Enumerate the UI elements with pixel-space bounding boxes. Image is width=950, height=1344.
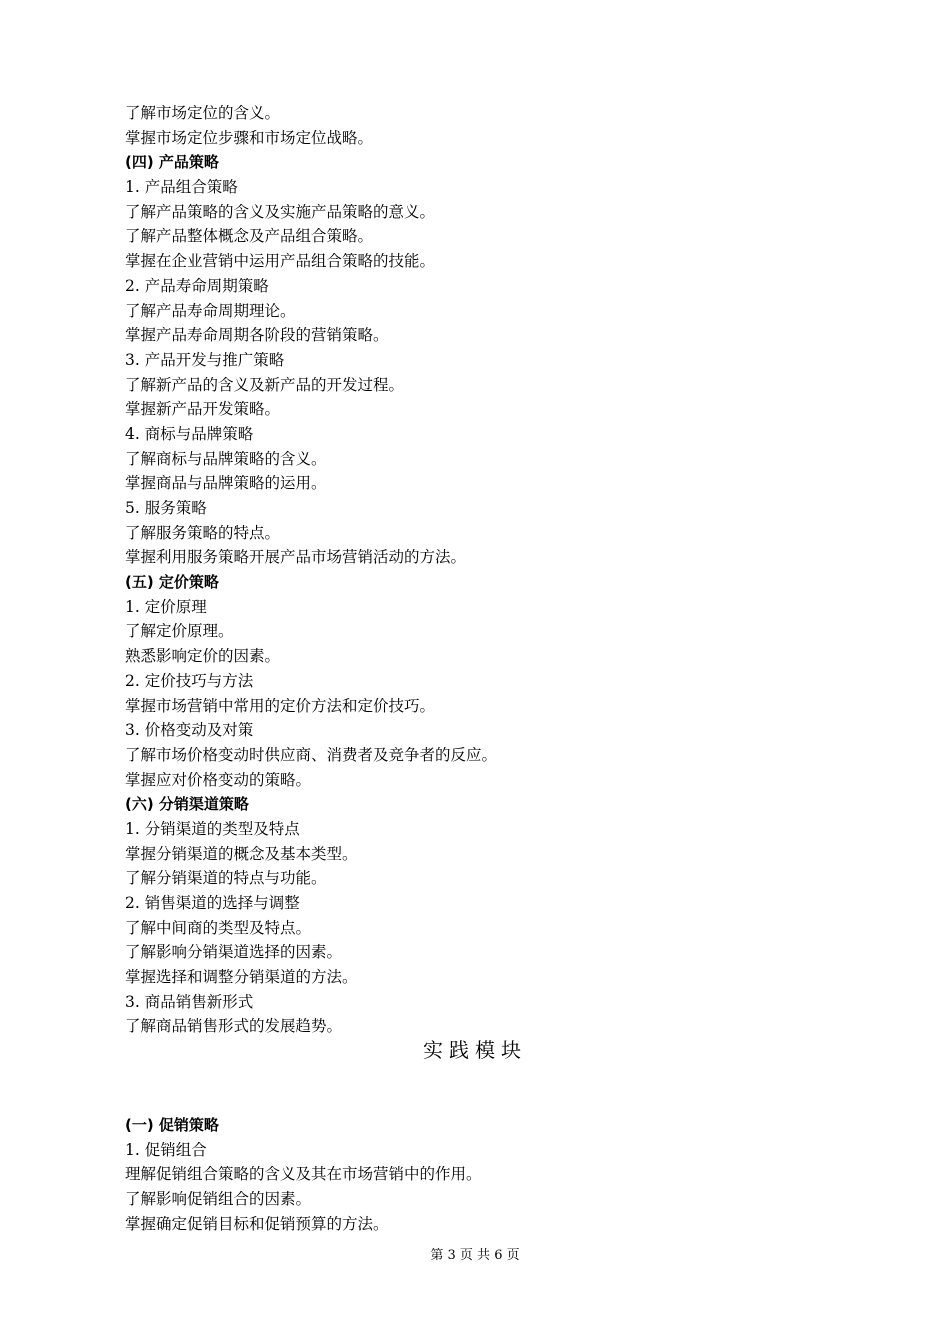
text-line: 5. 服务策略 — [125, 499, 207, 517]
text-line: 掌握市场营销中常用的定价方法和定价技巧。 — [125, 696, 436, 715]
text-line: 1. 促销组合 — [125, 1140, 207, 1159]
body-text-block-2 — [125, 1113, 825, 1236]
text-line: 掌握选择和调整分销渠道的方法。 — [125, 968, 358, 987]
text-line: 了解市场定位的含义。 — [125, 104, 281, 122]
text-line: 了解影响促销组合的因素。 — [125, 1190, 312, 1209]
text-line: 了解产品寿命周期理论。 — [125, 301, 296, 320]
text-line: 1. 定价原理 — [125, 597, 207, 616]
section-heading: (四) 产品策略 — [125, 153, 219, 172]
text-line: 掌握市场定位步骤和市场定位战略。 — [125, 128, 374, 147]
text-line: 掌握分销渠道的概念及基本类型。 — [125, 844, 358, 863]
text-line: 2. 产品寿命周期策略 — [125, 276, 269, 295]
page-footer: 第 3 页 共 6 页 — [430, 1248, 520, 1263]
text-line: 了解产品策略的含义及实施产品策略的意义。 — [125, 202, 436, 221]
text-line: 掌握确定促销目标和促销预算的方法。 — [125, 1214, 389, 1233]
text-line: 2. 销售渠道的选择与调整 — [125, 894, 300, 912]
text-line: 熟悉影响定价的因素。 — [125, 647, 281, 666]
text-line: 掌握利用服务策略开展产品市场营销活动的方法。 — [125, 548, 467, 567]
text-line: 了解商标与品牌策略的含义。 — [125, 449, 327, 468]
text-line: 掌握新产品开发策略。 — [125, 400, 281, 419]
section-heading: (五) 定价策略 — [125, 573, 219, 592]
text-line: 1. 产品组合策略 — [125, 178, 238, 197]
text-line: 了解市场价格变动时供应商、消费者及竞争者的反应。 — [125, 745, 498, 764]
text-line: 了解产品整体概念及产品组合策略。 — [125, 227, 374, 246]
text-line: 4. 商标与品牌策略 — [125, 424, 254, 443]
text-line: 了解分销渠道的特点与功能。 — [125, 869, 327, 888]
text-line: 了解中间商的类型及特点。 — [125, 918, 312, 937]
text-line: 3. 价格变动及对策 — [125, 721, 254, 740]
text-line: 掌握在企业营销中运用产品组合策略的技能。 — [125, 252, 436, 271]
text-line: 理解促销组合策略的含义及其在市场营销中的作用。 — [125, 1165, 482, 1184]
text-line: 了解影响分销渠道选择的因素。 — [125, 943, 343, 962]
text-line: 了解服务策略的特点。 — [125, 523, 281, 542]
text-line: 掌握商品与品牌策略的运用。 — [125, 474, 327, 493]
text-line: 2. 定价技巧与方法 — [125, 671, 254, 690]
text-line: 掌握产品寿命周期各阶段的营销策略。 — [125, 326, 389, 345]
text-line: 3. 产品开发与推广策略 — [125, 350, 285, 369]
module-title: 实践模块 — [423, 1038, 527, 1062]
text-line: 了解定价原理。 — [125, 622, 234, 641]
section-heading: (六) 分销渠道策略 — [125, 795, 249, 814]
text-line: 3. 商品销售新形式 — [125, 992, 254, 1011]
body-text-block — [125, 101, 825, 1039]
section-heading: (一) 促销策略 — [125, 1116, 219, 1134]
text-line: 了解新产品的含义及新产品的开发过程。 — [125, 375, 405, 394]
text-line: 掌握应对价格变动的策略。 — [125, 770, 312, 789]
text-line: 1. 分销渠道的类型及特点 — [125, 819, 300, 838]
text-line: 了解商品销售形式的发展趋势。 — [125, 1017, 343, 1036]
